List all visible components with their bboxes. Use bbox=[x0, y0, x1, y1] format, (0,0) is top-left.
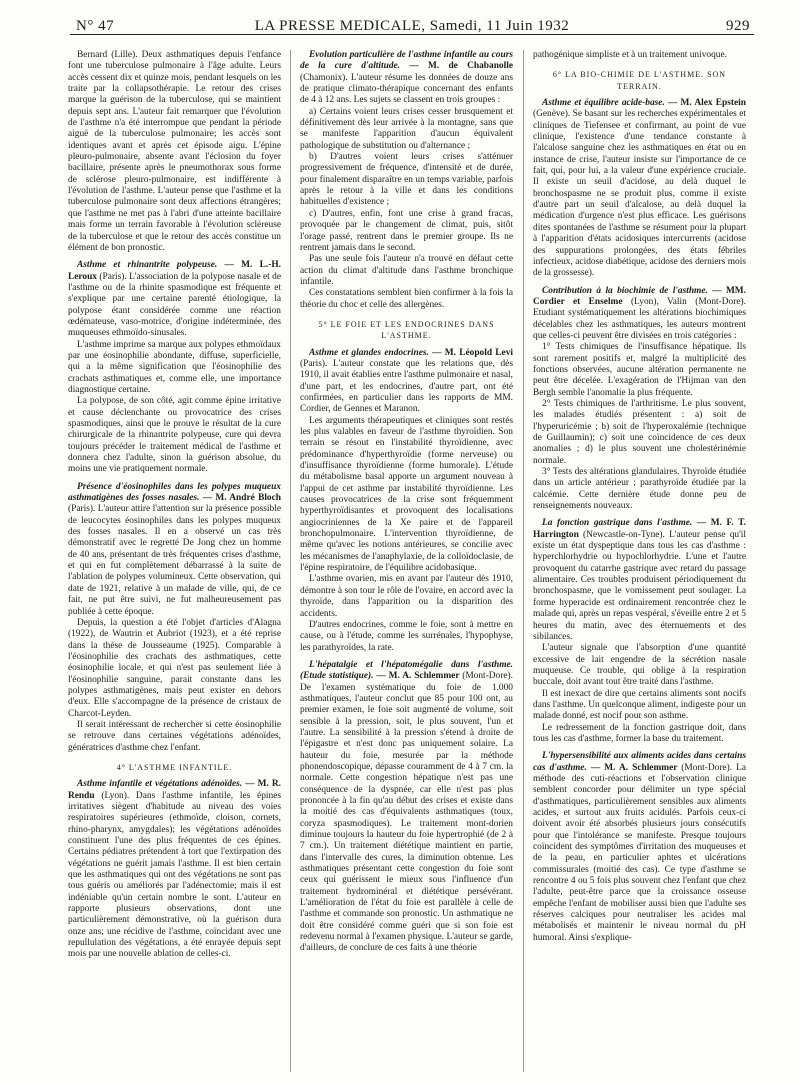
article-title: Asthme et rhinantrite polypeuse. bbox=[77, 260, 225, 271]
column-2 bbox=[300, 50, 513, 1075]
article-title: Asthme et équilibre acide-base. bbox=[542, 98, 668, 109]
column-divider bbox=[523, 50, 524, 1072]
list-item: b) D'autres voient leurs crises s'atténuer progressivement de fréquence, d'intensité et de durée, pour finalement disparaître en un temps variable, parfois après le retour à la ville et dans les conditions habituelles d'existence ; bbox=[300, 152, 513, 208]
issue-number: N° 47 bbox=[76, 18, 115, 34]
article-fonction-gastrique bbox=[533, 518, 746, 643]
article-asthme-rhinantrite bbox=[68, 260, 281, 339]
article-evolution-cure-altitude bbox=[300, 50, 513, 107]
article-biochimie bbox=[533, 286, 746, 343]
column-divider bbox=[290, 50, 291, 1072]
paragraph: L'asthme ovarien, mis en avant par l'auteur dès 1910, démontre à son tour le rôle de l'ovaire, en accord avec la thyroïde, dans l'apparition ou la disparition des accidents. bbox=[300, 574, 513, 619]
article-text: (Mont-Dore). De l'examen systématique du foie de 1.000 asthmatiques, l'auteur conclut que 85 pour 100 ont, au premier examen, le foie soit augmenté de volume, soit sensible à la pression, soit, le plus souvent, l'un et l'autre. La sensibilité à la pression s'étend à droite de l'épigastre et n'est donc pas uniquement solaire. La hauteur du foie, mesurée par la méthode phonendoscopique, dépasse couramment de 4 à 7 cm. la normale. Cette congestion hépatique n'est pas une conséquence de la dyspnée, car elle n'est pas plus prononcée à la fin qu'au début des crises et existe dans la moitié des cas d'équivalents asthmatiques (toux, coryza spasmodiques). Le traitement mont-dorien diminue toujours la hauteur du foie hypertrophié (de 2 à 7 cm.). Un traitement diététique maintient en partie, dans l'intervalle des cures, la diminution obtenue. Les asthmatiques présentant cette congestion du foie sont ceux qui guérissent le mieux sous l'influence d'un traitement hydrominéral et diététique persévérant. L'amélioration de l'état du foie est parallèle à celle de l'asthme et commande son pronostic. Un asthmatique ne doit être considéré comme guéri que si son foie est redevenu normal à l'examen physique. L'auteur se garde, d'ailleurs, de conclure de ces faits à une théorie bbox=[300, 671, 513, 954]
paragraph: pathogénique simpliste et à un traitement univoque. bbox=[533, 50, 727, 60]
article-text: (Paris). L'auteur constate que les relations que, dès 1910, il avait établies entre l'asthme pulmonaire et nasal, d'une part, et les endocrines, d'autre part, ont été confirmées, en particulier dans les rapports de MM. Cordier, de Gennes et Maranon. bbox=[300, 358, 513, 415]
article-text: (Lyon). Dans l'asthme infantile, les épines irritatives siègent d'habitude au niveau des voies respiratoires supérieures (ethmoïde, cloison, cornets, rhino-pharynx, amygdales); les végétations adénoïdes constituent l'une des plus fréquentes de ces épines. Certains pédiatres prétendent à tort que l'extirpation des végétations ne guérit jamais l'asthme. Il est bien certain que les asthmatiques qui ont des végétations ne sont pas tous guéris ou améliorés par l'adénectomie; mais il est indéniable qu'un certain nombre le sont. L'auteur en rapporte plusieurs observations, dont une particulièrement démonstrative, où la guérison dura onze ans; une récidive de l'asthme, coïncidant avec une repullulation des végétations, a été enrayée depuis sept mois par une nouvelle ablation de celles-ci. bbox=[68, 790, 281, 960]
list-item: c) D'autres, enfin, font une crise à grand fracas, provoquée par le changement de climat, puis, sitôt l'orage passé, rentrent dans le premier groupe. Ils ne rentrent jamais dans le second. bbox=[300, 208, 513, 253]
article-author: — M. F. T. Harrington bbox=[533, 518, 746, 540]
paragraph: Les arguments thérapeutiques et cliniques sont restés les plus valables en faveur de l'asthme thyroïdien. Son terrain se résout en l'instabilité thyroïdienne, avec prédominance d'hyperthyroïdie (forme nerveuse) ou d'insuffisance thyroïdienne (forme humorale). L'étude du métabolisme basal apporte un argument nouveau à l'appui de cet asthme par instabilité thyroïdienne. Les causes provocatrices de la crise sont fréquemment hyperthyroïdisantes et provoquent des localisations angiocriniennes de la Xe paire et de l'appareil bronchopulmonaire. L'intervention thyroïdienne, de même qu'avec les notions antérieures, se concilie avec les mécanismes de l'anaphylaxie, de la colloïdoclasie, de l'épine respiratoire, de l'équilibre acidobasique. bbox=[300, 415, 513, 574]
list-item: a) Certains voient leurs crises cesser brusquement et définitivement dès leur arrivée à la montagne, sans que se manifeste l'apparition d'aucun équivalent pathologique de substitution ou d'alternance ; bbox=[300, 106, 513, 151]
paragraph: Depuis, la question a été l'objet d'articles d'Alagna (1922), de Wautrin et Aubriot (1923), et a été reprise dans la thèse de Jousseaume (1925). Comparable à l'éosinophilie des crachats des asthmatiques, cette éosinophilie locale, et qui n'est pas seulement liée à l'éosinophilie sanguine, parait constante dans les polypes asthmatigènes, mais peut exister en dehors d'eux. Elle s'accompagne de la présence de cristaux de Charcot-Leyden. bbox=[68, 617, 281, 719]
article-author: — MM. Cordier et Enselme bbox=[533, 285, 746, 307]
section-heading: 6° LA BIO-CHIMIE DE L'ASTHME. SON TERRAIN. bbox=[552, 70, 727, 91]
section-heading: 4° L'ASTHME INFANTILE. bbox=[116, 762, 233, 772]
paragraph: L'auteur signale que l'absorption d'une quantité excessive de lait engendre de la sécrétion nasale muqueuse. Ce trouble, qui oblige à la respiration buccale, doit avant tout être traité dans l'asthme. bbox=[533, 643, 746, 688]
paragraph: Il serait intéressant de rechercher si cette éosinophilie se retrouve dans certaines végétations adénoïdes, génératrices d'asthme chez l'enfant. bbox=[68, 719, 281, 753]
article-title: Contribution à la biochimie de l'asthme. bbox=[542, 285, 713, 296]
article-text: (Paris). L'auteur attire l'attention sur la présence possible de leucocytes éosinophiles dans les polypes muqueux des fosses nasales. Il en a observé un cas très démonstratif avec le regretté De Jong chez un homme de 40 ans, présentant de très fréquentes crises d'asthme, et qui en fut complètement débarrassé à la suite de l'ablation de polypes volumineux. Cette observation, qui date de 1921, relative à un malade de ville, qui, de ce fait, ne put être suivi, ne fut malheureusement pas publiée à cette époque. bbox=[68, 504, 281, 617]
article-asthme-infantile-vegetations bbox=[68, 779, 281, 961]
article-title: La fonction gastrique dans l'asthme. bbox=[542, 518, 697, 529]
column-1 bbox=[68, 50, 281, 1075]
paragraph: L'asthme imprime sa marque aux polypes ethmoïdaux par une éosinophilie abondante, diffuse, superficielle, qui a la même signification que l'éosinophilie des crachats asthmatiques et, comme elle, une importance diagnostique certaine. bbox=[68, 339, 281, 395]
paragraph: Le redressement de la fonction gastrique doit, dans tous les cas d'asthme, former la base du traitement. bbox=[533, 722, 746, 744]
article-author: — M. Léopold Levi bbox=[432, 347, 513, 358]
article-author: — M. de Chabanolle bbox=[409, 61, 513, 72]
article-text: (Mont-Dore). La méthode des cuti-réactions et l'observation clinique semblent concorder pour délimiter un type spécial d'asthmatiques, particulièrement sensibles aux aliments acides, et surtout aux fruits acidulés. Parfois ceux-ci doivent avoir été absorbés plusieurs jours consécutifs pour que l'intolérance se manifeste. Presque toujours coïncident des symptômes d'irritation des muqueuses et de la peau, en particulier aphtes et ulcérations commissurales (moitié des cas). Ce type d'asthme se rencontre 4 ou 5 fois plus souvent chez l'enfant que chez l'adulte, peut-être parce que la croissance osseuse empêche l'enfant de mobiliser aussi bien que l'adulte ses réserves calciques pour neutraliser les acides mal métabolisés et maintenir le niveau normal du pH humoral. Ainsi s'explique- bbox=[533, 762, 746, 943]
article-eosinophiles-polypes bbox=[68, 482, 281, 618]
article-author: — M. Alex Epstein bbox=[667, 98, 746, 109]
article-author: — M. A. Schlemmer bbox=[590, 762, 682, 773]
article-text: (Lyon), Valin (Mont-Dore). Etudiant systématiquement les altérations biochimiques décelables chez les asthmatiques, les auteurs montrent que celles-ci peuvent être divisées en trois catégories : bbox=[533, 296, 746, 341]
article-columns bbox=[68, 50, 746, 1075]
article-author: — M. R. Rendu bbox=[68, 779, 281, 801]
article-author: — M. A. Schlemmer bbox=[376, 671, 463, 682]
list-item: 1° Tests chimiques de l'insuffisance hépatique. Ils sont rarement positifs et, malgré la multiplicité des fonctions observées, aucune altération permanente ne peut être décelée. L'exagération de l'Hijman van den Bergh semble l'anomalie la plus fréquente. bbox=[533, 342, 746, 398]
article-hypersensibilite-aliments-acides bbox=[533, 751, 746, 944]
article-text: (Newcastle-on-Tyne). L'auteur pense qu'il existe un état dyspeptique dans tous les cas d'asthme : hyperchlorhydrie ou hypochlorhydrie. L'une et l'autre provoquent du catarrhe gastrique avec retard du passage alimentaire. Ces troubles produisent périodiquement du bronchospasme, que le vomissement peut soulager. La forme hyperacide est ordinairement rencontrée chez le malade qui, après un repas vespéral, s'éveille entre 2 et 5 heures du matin, avec des éternuements et des sibilances. bbox=[533, 529, 746, 642]
page-header bbox=[70, 4, 754, 35]
paragraph: Bernard (Lille). Deux asthmatiques depuis l'enfance font une tuberculose pulmonaire à l'âge adulte. Leurs accès cessent dix et quinze mois, pendant lesquels on les traite par la collapsothérapie. Le retour des crises marque la guérison de la tuberculose, qui se maintient depuis sept ans. L'auteur fait remarquer que l'évolution de l'asthme n'a été interrompue que pendant la période aiguë de la tuberculose pulmonaire; les accès sont identiques avant et après cet épisode aigu. L'épine pleuro-pulmonaire, absente avant l'éclosion du foyer bacillaire, présente après le pneumothorax sous forme de sclérose pleuro-pulmonaire, est indifférente à l'évolution de l'asthme. L'auteur pense que l'asthme et la tuberculose pulmonaire sont deux affections étrangères; que l'asthme ne met pas à l'abri d'une atteinte bacillaire mais forme un terrain favorable à l'évolution scléreuse de la tuberculose et que le retour des accès constitue un élément de bon pronostic. bbox=[68, 50, 281, 253]
article-text: (Paris). L'association de la polypose nasale et de l'asthme ou de la rhinite spasmodique est fréquente et s'explique par une certaine parenté étiologique, la polypose étant considérée comme une réaction œdémateuse, vaso-motrice, d'origine indéterminée, des muqueuses ethmoïdo-sinusales. bbox=[68, 271, 281, 339]
paragraph: Ces constatations semblent bien confirmer à la fois la théorie du choc et celle des allergènes. bbox=[300, 288, 513, 310]
article-glandes-endocrines bbox=[300, 348, 513, 416]
list-item: 2° Tests chimiques de l'arthritisme. Le plus souvent, les malades étudiés présentent : a) soit de l'hyperuricémie ; b) soit de l'hyperoxalémie (technique de Guillaumin); c) soit une coïncidence de ces deux anomalies ; d) le plus souvent une cholestérinémie normale. bbox=[533, 398, 746, 466]
paragraph: D'autres endocrines, comme le foie, sont à mettre en cause, ou à l'étude, comme les surrénales, l'hypophyse, les parathyroïdes, la rate. bbox=[300, 619, 513, 653]
article-title: L'hypersensibilité aux aliments acides dans certains cas d'asthme. bbox=[533, 751, 746, 773]
list-item: 3° Tests des altérations glandulaires. Thyroïde étudiée dans un article antérieur ; parathyroïde étudiée par la calcémie. Cette dernière étude donne peu de renseignements nouveaux. bbox=[533, 467, 746, 512]
article-text: (Chamonix). L'auteur résume les données de douze ans de pratique climato-thérapique concernant des enfants de 4 à 12 ans. Les sujets se classent en trois groupes : bbox=[300, 72, 513, 106]
article-author: — M. L.-H. Leroux bbox=[68, 260, 281, 282]
page-number: 929 bbox=[726, 18, 750, 34]
article-title: Asthme infantile et végétations adénoïdes. bbox=[77, 779, 246, 790]
section-heading: 5° LE FOIE ET LES ENDOCRINES DANS L'ASTHME. bbox=[318, 319, 495, 341]
paragraph: La polypose, de son côté, agit comme épine irritative et cause déclenchante ou provocatrice des crises spasmodiques, ainsi que le prouve le résultat de la cure chirurgicale de la rhinantrite polypeuse, cure qui devra toujours précéder le traitement médical de l'asthme et donnera chez l'adulte, sinon la guérison absolue, du moins une vie pratiquement normale. bbox=[68, 396, 281, 475]
article-title: Asthme et glandes endocrines. bbox=[309, 347, 433, 358]
article-equilibre-acide-base bbox=[533, 98, 746, 280]
article-title: Evolution particulière de l'asthme infantile au cours de la cure d'altitude. bbox=[300, 50, 513, 72]
article-author: — M. André Bloch bbox=[202, 493, 281, 504]
column-3 bbox=[533, 50, 746, 1075]
paragraph: Il est inexact de dire que certains aliments sont nocifs dans l'asthme. Un quelconque aliment, indigeste pour un malade donné, est nocif pour son asthme. bbox=[533, 688, 746, 722]
article-text: (Genève). Se basant sur les recherches expérimentales et cliniques de Tiefensee et confirmant, au point de vue clinique, l'existence d'une tendance constante à l'alcalose sanguine chez les asthmatiques en état ou en instance de crise, l'auteur insiste sur l'importance de ce fait, qui, pour lui, a la valeur d'une expérience cruciale. Il existe un seuil d'acidose, au delà duquel le bronchospasme ne se produit plus, comme il existe d'autre part un seuil d'alcalose, au delà duquel la médication d'urgence n'est plus efficace. Les guérisons dites spontanées de l'asthme se résument pour la plupart à l'apparition d'états acidosiques intercurrents (acidose des suppurations prolongées, des états fébriles infectieux, acidose diabétique, acidose des derniers mois de la grossesse). bbox=[533, 109, 746, 279]
paragraph: Pas une seule fois l'auteur n'a trouvé en défaut cette action du climat d'altitude dans l'asthme bronchique infantile. bbox=[300, 254, 513, 287]
article-hepatalgie bbox=[300, 660, 513, 955]
journal-title: LA PRESSE MEDICALE, Samedi, 11 Juin 1932 bbox=[254, 18, 570, 34]
article-title: Présence d'éosinophiles dans les polypes muqueux asthmatigènes des fosses nasales. bbox=[68, 481, 281, 504]
article-title: L'hépatalgie et l'hépatomégalie dans l'asthme. (Etude statistique). bbox=[300, 659, 513, 682]
